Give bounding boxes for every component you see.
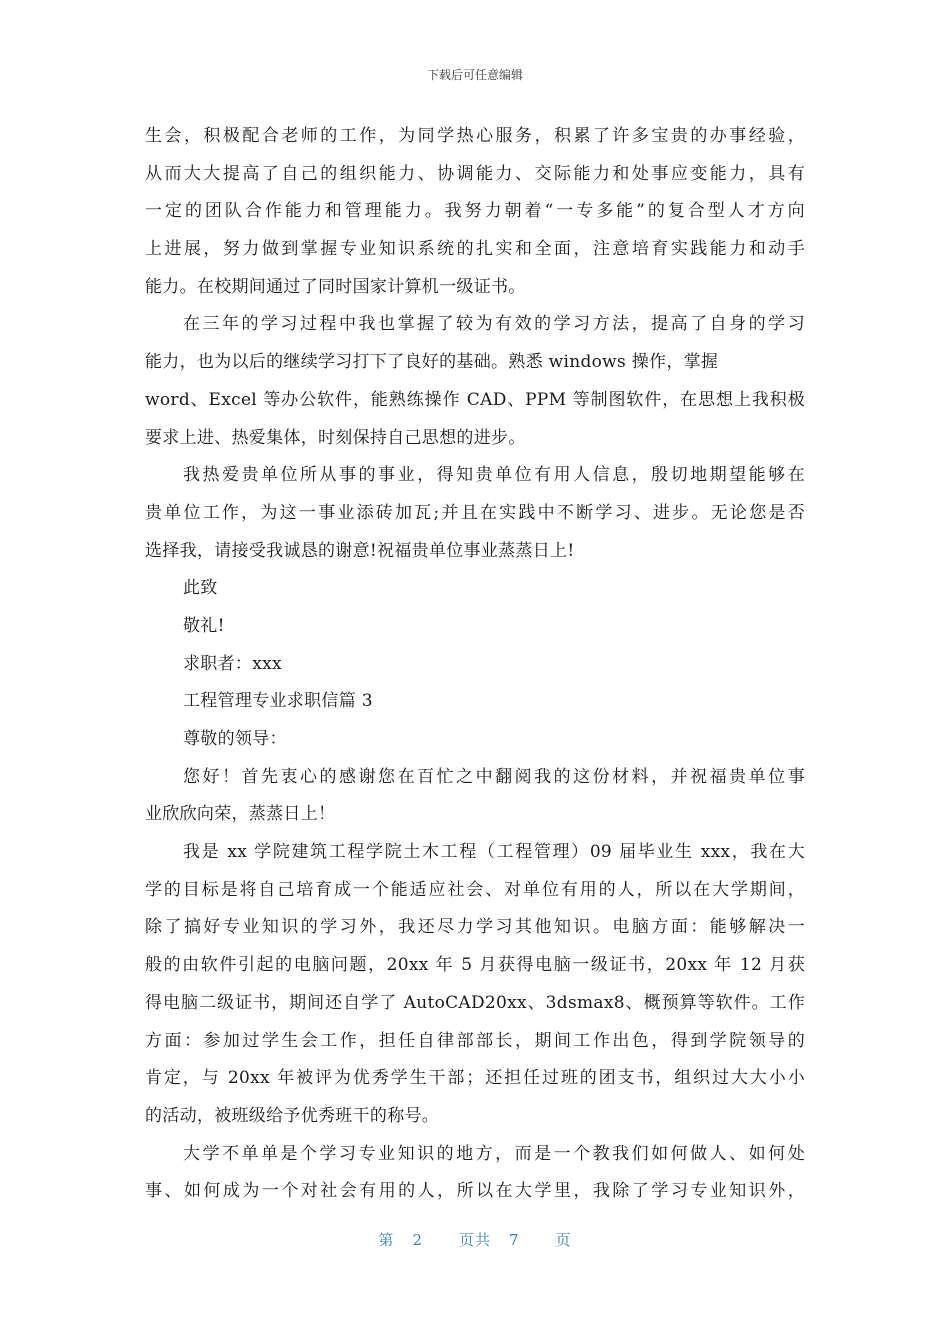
text-line: 您好！首先衷心的感谢您在百忙之中翻阅我的这份材料，并祝福贵单位事	[183, 766, 805, 787]
text-line: 从而大大提高了自己的组织能力、协调能力、交际能力和处事应变能力，具有	[145, 163, 805, 184]
text-line: 大学不单单是个学习专业知识的地方，而是一个教我们如何做人、如何处	[183, 1143, 805, 1164]
document-body	[145, 118, 805, 1211]
text-line: 业欣欣向荣，蒸蒸日上！	[145, 804, 336, 825]
page-current-number: 2	[412, 1231, 423, 1249]
page-label-mid: 页共	[458, 1231, 491, 1249]
text-line: 的活动，被班级给予优秀班干的称号。	[145, 1105, 440, 1126]
text-line: 贵单位工作，为这一事业添砖加瓦;并且在实践中不断学习、进步。无论您是否	[145, 502, 805, 523]
text-line: 学的目标是将自己培育成一个能适应社会、对单位有用的人，所以在大学期间，	[145, 879, 805, 900]
text-line: 在三年的学习过程中我也掌握了较为有效的学习方法，提高了自身的学习	[183, 314, 805, 335]
text-line: 一定的团队合作能力和管理能力。我努力朝着“一专多能”的复合型人才方向	[145, 201, 805, 222]
text-line: 除了搞好专业知识的学习外，我还尽力学习其他知识。电脑方面：能够解决一	[145, 917, 805, 938]
text-line: 般的由软件引起的电脑问题，20xx 年 5 月获得电脑一级证书，20xx 年 12 月获	[145, 955, 805, 976]
text-line: 生会，积极配合老师的工作，为同学热心服务，积累了许多宝贵的办事经验，	[145, 126, 805, 146]
text-line: 我热爱贵单位所从事的事业，得知贵单位有用人信息，殷切地期望能够在	[183, 465, 805, 486]
text-line: 上进展，努力做到掌握专业知识系统的扎实和全面，注意培育实践能力和动手	[145, 239, 805, 260]
page-label-suffix: 页	[555, 1231, 572, 1249]
text-line: 事、如何成为一个对社会有用的人，所以在大学里，我除了学习专业知识外，	[145, 1181, 805, 1202]
page-footer	[0, 1229, 950, 1250]
text-line: 求职者：xxx	[183, 653, 282, 674]
text-line: 能力。在校期间通过了同时国家计算机一级证书。	[145, 276, 526, 297]
text-line: 工程管理专业求职信篇 3	[183, 691, 373, 712]
text-line: 能力，也为以后的继续学习打下了良好的基础。熟悉 windows 操作，掌握	[145, 352, 719, 373]
text-line: 得电脑二级证书，期间还自学了 AutoCAD20xx、3dsmax8、概预算等软件。工作	[145, 992, 805, 1013]
page-label-prefix: 第	[378, 1231, 395, 1249]
page-total-number: 7	[509, 1231, 520, 1249]
text-line: 要求上进、热爱集体，时刻保持自己思想的进步。	[145, 427, 526, 448]
text-line: 肯定，与 20xx 年被评为优秀学生干部；还担任过班的团支书，组织过大大小小	[145, 1068, 805, 1089]
text-line: 我是 xx 学院建筑工程学院土木工程（工程管理）09 届毕业生 xxx，我在大	[183, 842, 805, 863]
text-line: word、Excel 等办公软件，能熟练操作 CAD、PPM 等制图软件，在思想上我积极	[145, 389, 805, 410]
text-line: 尊敬的领导：	[183, 729, 287, 749]
text-line: 选择我，请接受我诚恳的谢意!祝福贵单位事业蒸蒸日上!	[145, 540, 575, 561]
text-line: 此致	[183, 578, 218, 599]
text-line: 方面：参加过学生会工作，担任自律部部长，期间工作出色，得到学院领导的	[145, 1030, 805, 1051]
text-line: 敬礼!	[183, 615, 225, 636]
page-header: 下载后可任意编辑	[426, 68, 523, 82]
